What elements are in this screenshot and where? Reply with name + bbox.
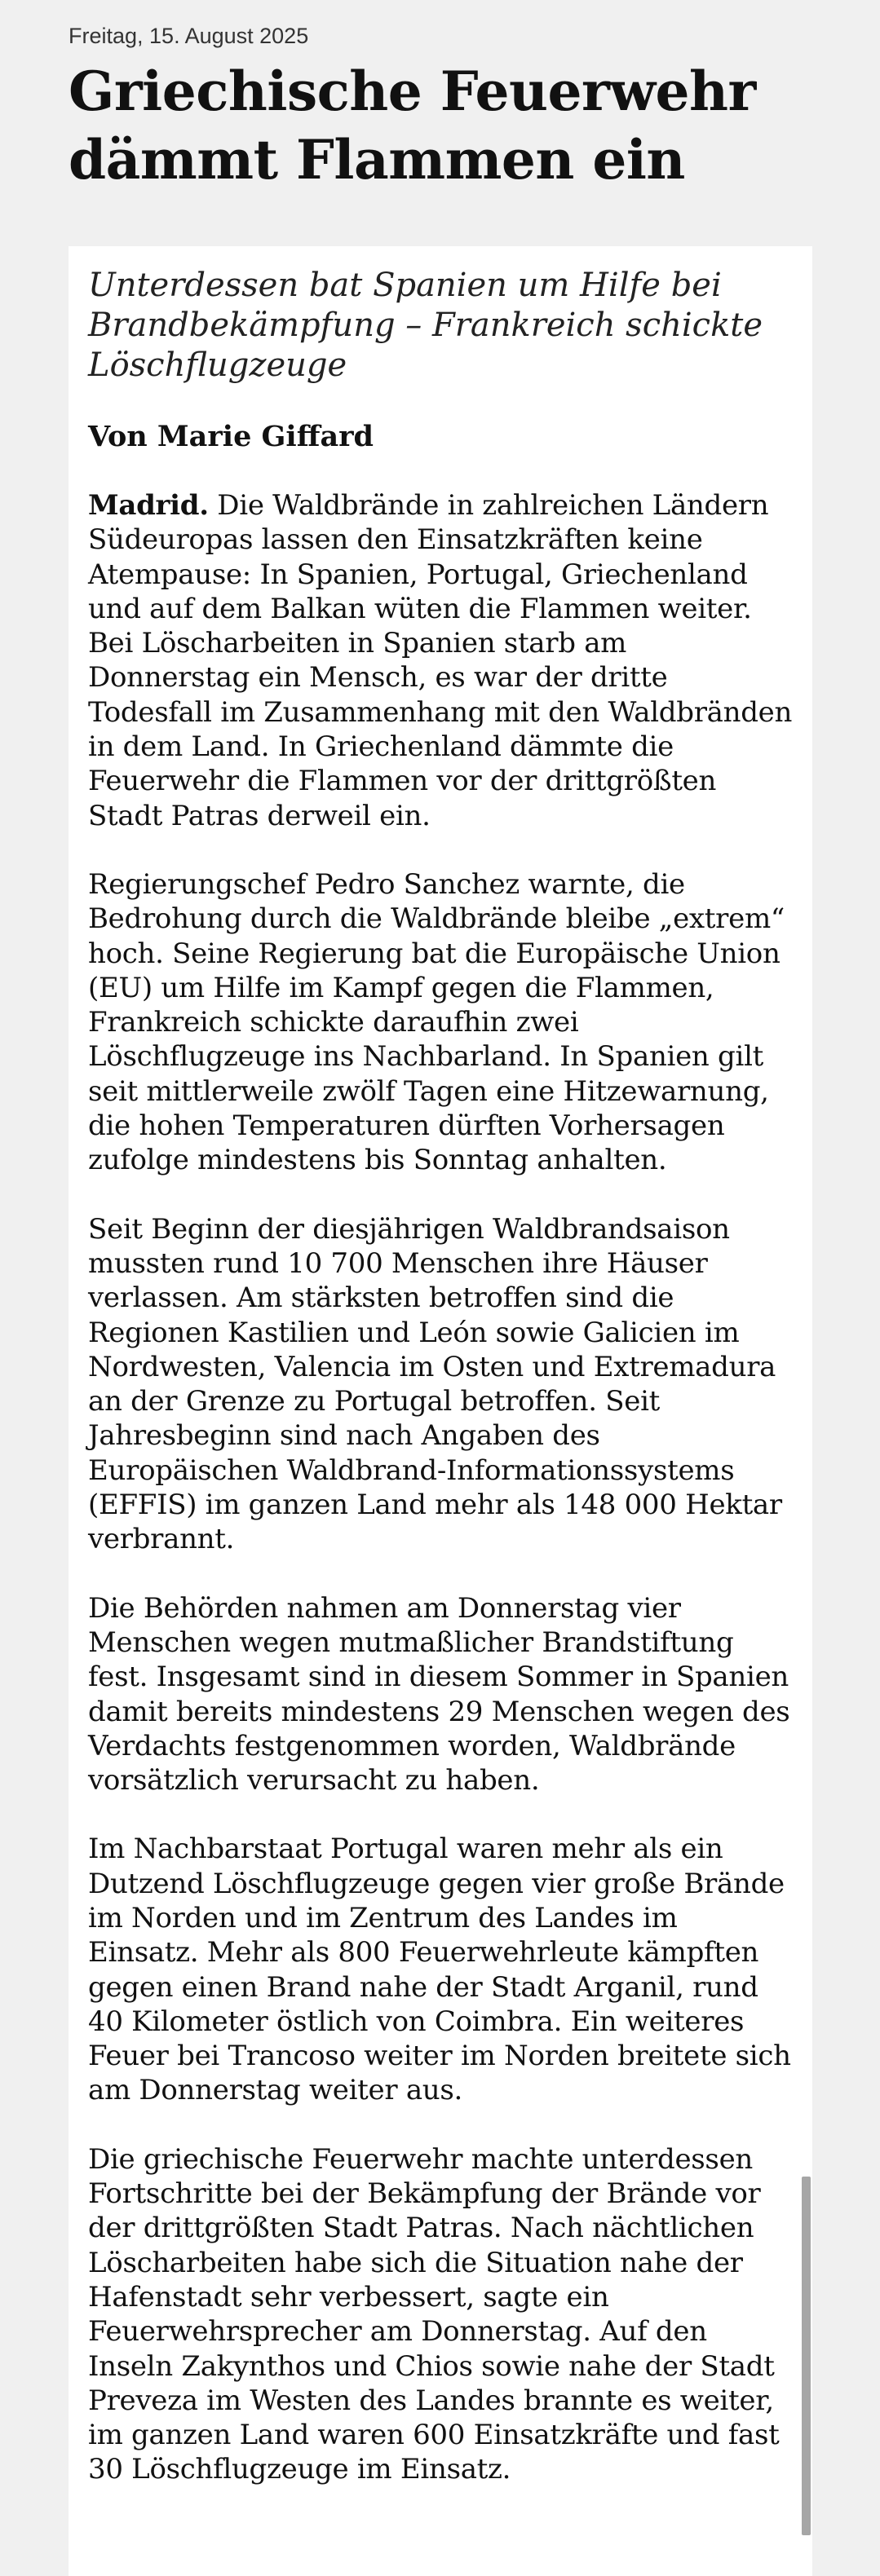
article-headline: Griechische Feuerwehr dämmt Flammen ein	[69, 60, 756, 192]
article-date: Freitag, 15. August 2025	[69, 24, 309, 48]
scrollbar-thumb[interactable]	[802, 2177, 811, 2535]
article-dateline: Madrid.	[88, 489, 209, 522]
article-subtitle: Unterdessen bat Spanien um Hilfe bei Brandbekämpfung – Frankreich schickte Löschflugzeuge	[88, 267, 763, 384]
article-paragraph-4: Die Behörden nahmen am Donnerstag vier Menschen wegen mutmaßlicher Brandstiftung fest. Insgesamt sind in diesem Sommer in Spanien damit bereits mindestens 29 Menschen wegen des Verdachts festgenommen worden, Waldbrände vorsätzlich verursacht zu haben.	[88, 1591, 790, 1797]
article-paragraph-5: Im Nachbarstaat Portugal waren mehr als ein Dutzend Löschflugzeuge gegen vier große Brände im Norden und im Zentrum des Landes im Einsatz. Mehr als 800 Feuerwehrleute kämpften gegen einen Brand nahe der Stadt Arganil, rund 40 Kilometer östlich von Coimbra. Ein weiteres Feuer bei Trancoso weiter im Norden breitete sich am Donnerstag weiter aus.	[88, 1833, 791, 2107]
article-paragraph-2: Regierungschef Pedro Sanchez warnte, die Bedrohung durch die Waldbrände bleibe „extrem“ hoch. Seine Regierung bat die Europäische Union (EU) um Hilfe im Kampf gegen die Flammen, Frankreich schickte daraufhin zwei Löschflugzeuge ins Nachbarland. In Spanien gilt seit mittlerweile zwölf Tagen eine Hitzewarnung, die hohen Temperaturen dürften Vorhersagen zufolge mindestens bis Sonntag anhalten.	[88, 867, 785, 1177]
article-byline: Von Marie Giffard	[88, 420, 374, 453]
article-paragraph-6: Die griechische Feuerwehr machte unterdessen Fortschritte bei der Bekämpfung der Brände vor der drittgrößten Stadt Patras. Nach nächtlichen Löscharbeiten habe sich die Situation nahe der Hafenstadt sehr verbessert, sagte ein Feuerwehrsprecher am Donnerstag. Auf den Inseln Zakynthos und Chios sowie nahe der Stadt Preveza im Westen des Landes brannte es weiter, im ganzen Land waren 600 Einsatzkräfte und fast 30 Löschflugzeuge im Einsatz.	[88, 2142, 780, 2486]
article-paragraph-1	[88, 488, 794, 833]
article-header	[69, 20, 812, 194]
article-paragraph-3: Seit Beginn der diesjährigen Waldbrandsaison mussten rund 10 700 Menschen ihre Häuser verlassen. Am stärksten betroffen sind die Regionen Kastilien und León sowie Galicien im Nordwesten, Valencia im Osten und Extremadura an der Grenze zu Portugal betroffen. Seit Jahresbeginn sind nach Angaben des Europäischen Waldbrand-Informationssystems (EFFIS) im ganzen Land mehr als 148 000 Hektar verbrannt.	[88, 1212, 782, 1556]
article-body	[69, 246, 812, 2487]
article-body-card	[69, 246, 812, 2576]
paragraph-text: Die Waldbrände in zahlreichen Ländern Südeuropas lassen den Einsatzkräften keine Atempause: In Spanien, Portugal, Griechenland und auf dem Balkan wüten die Flammen weiter. Bei Löscharbeiten in Spanien starb am Donnerstag ein Mensch, es war der dritte Todesfall im Zusammenhang mit den Waldbränden in dem Land. In Griechenland dämmte die Feuerwehr die Flammen vor der drittgrößten Stadt Patras derweil ein.	[88, 489, 793, 832]
